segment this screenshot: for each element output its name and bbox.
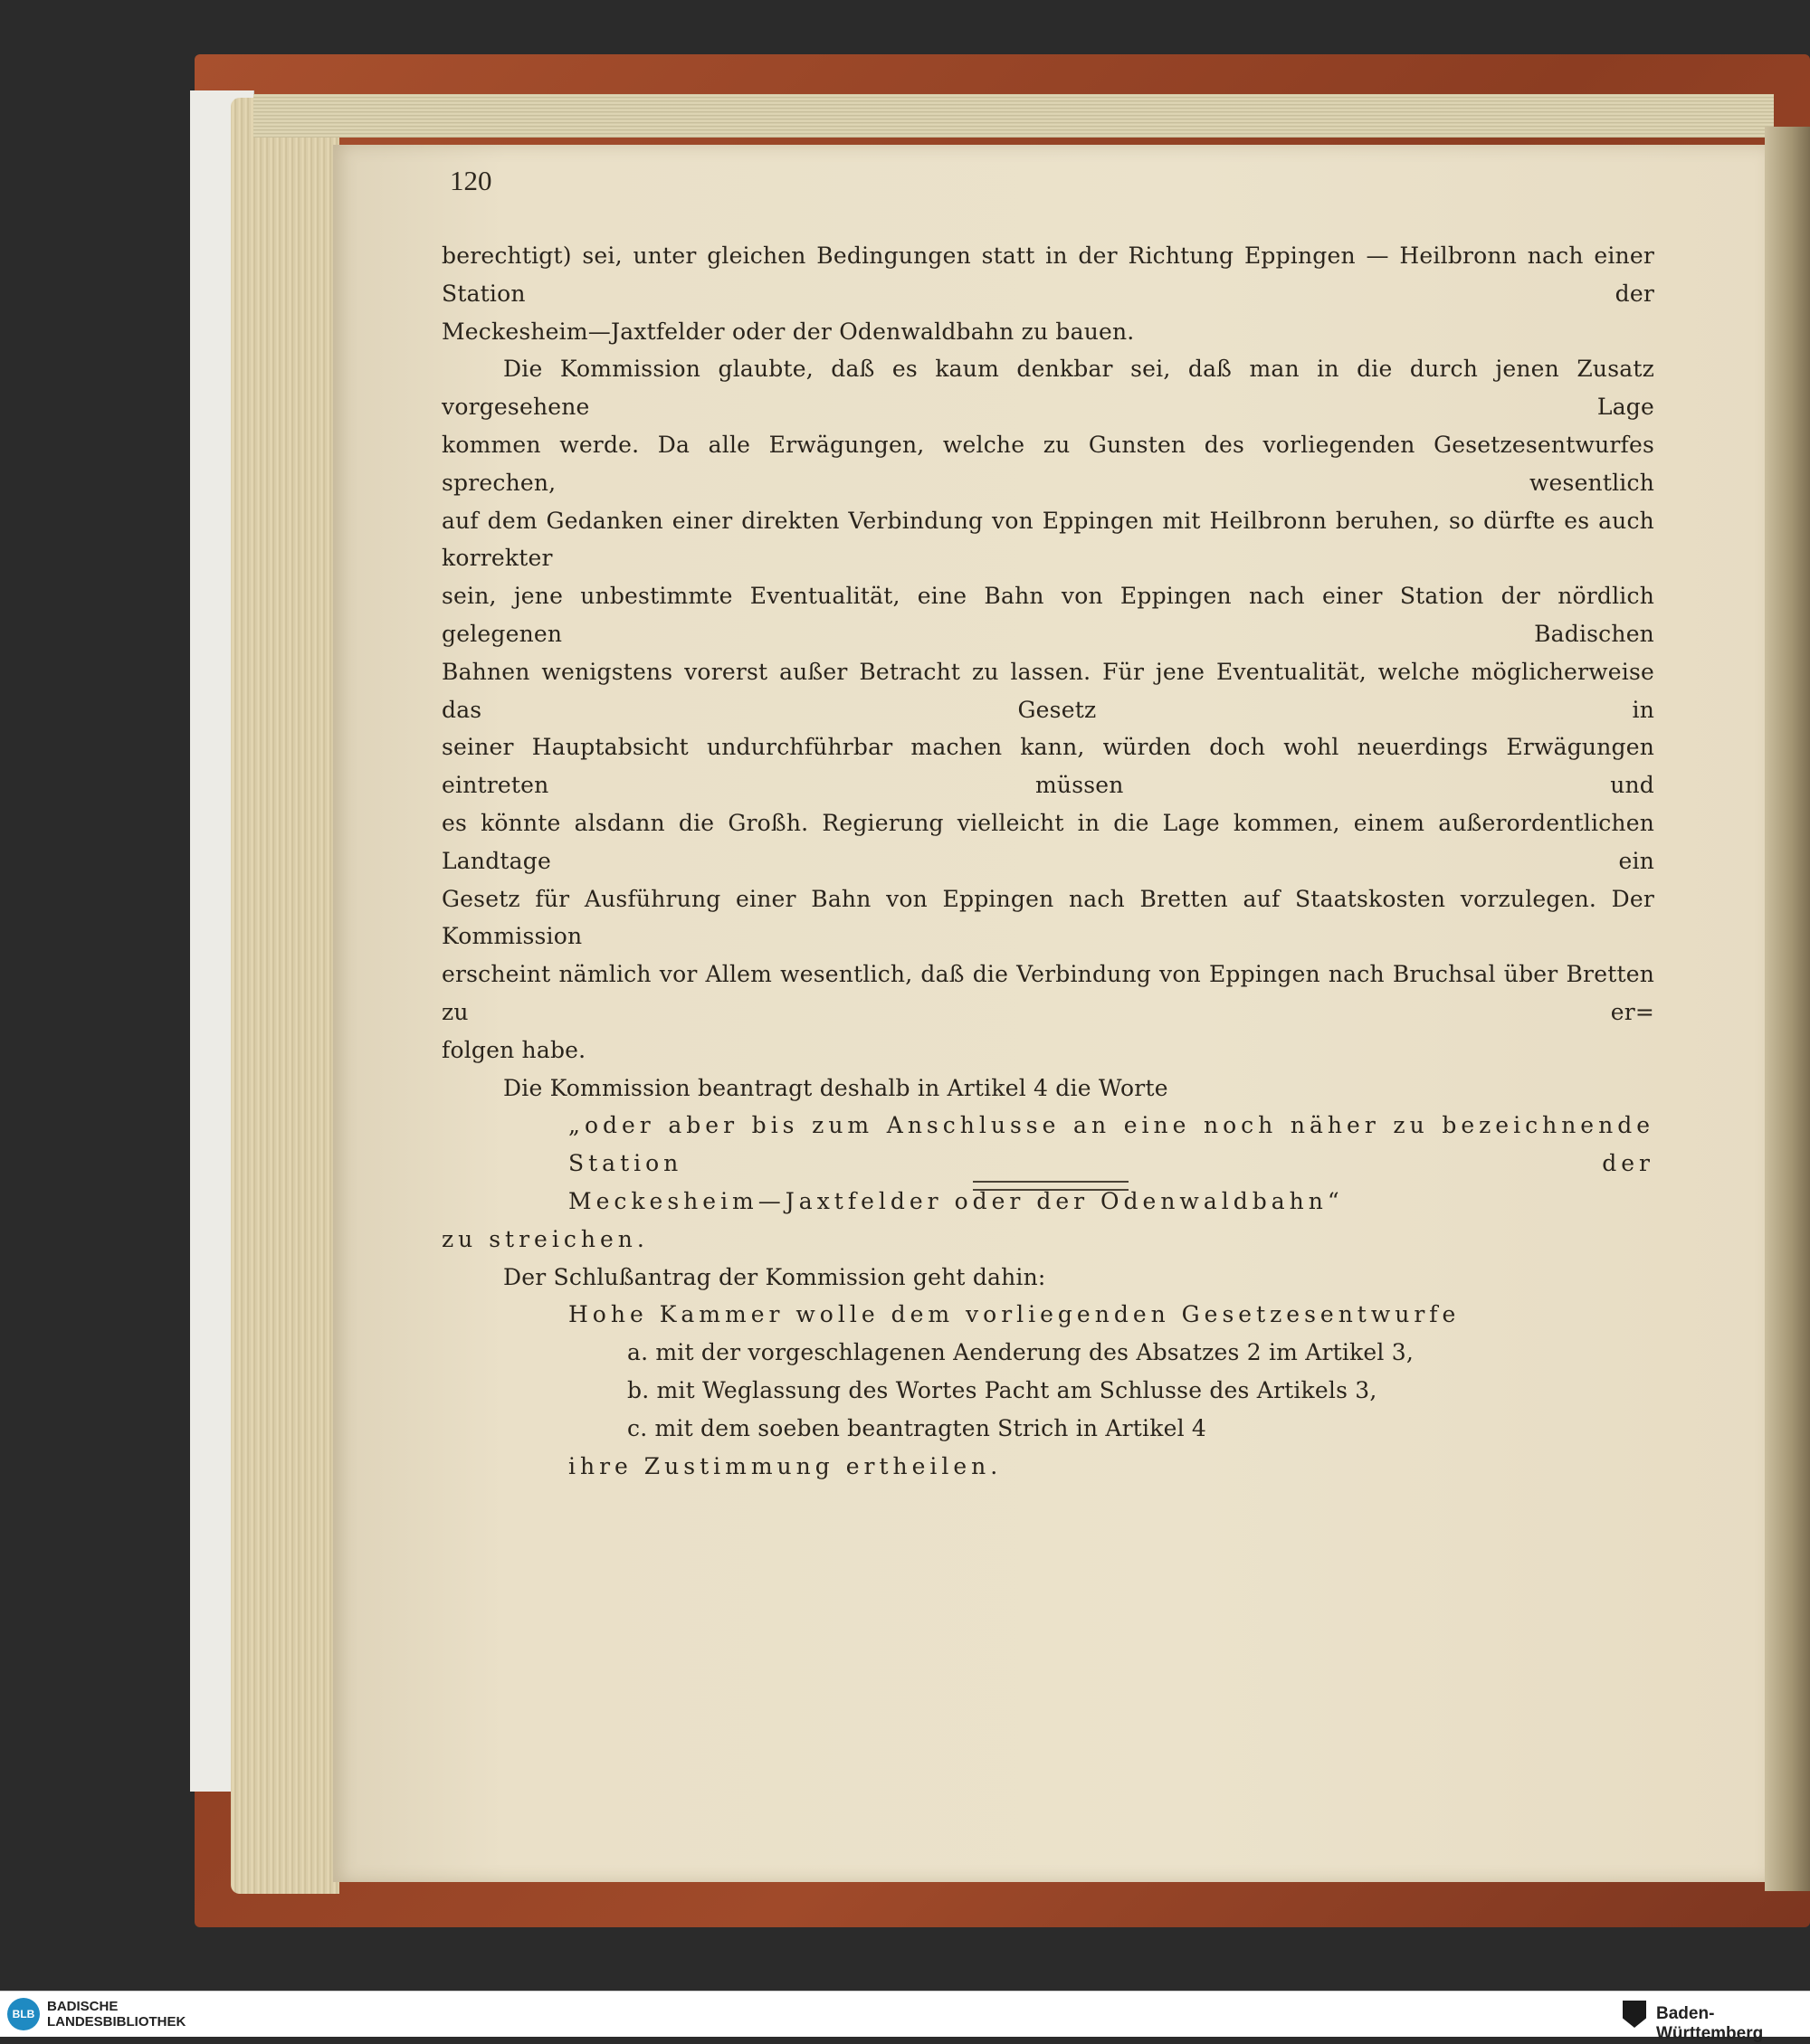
text-line: seiner Hauptabsicht undurchführbar machen kann, würden doch wohl neuerdings Erwägungen eintreten müssen und <box>442 734 1654 799</box>
motion-item: c. mit dem soeben beantragten Strich in Artikel 4 <box>627 1414 1207 1441</box>
quoted-line: Meckesheim—Jaxtfelder oder der Odenwaldbahn“ <box>568 1187 1344 1214</box>
bw-coat-of-arms-icon <box>1623 2001 1646 2028</box>
page-number: 120 <box>450 165 492 196</box>
text-line: Gesetz für Ausführung einer Bahn von Eppingen nach Bretten auf Staatskosten vorzulegen. Der Kommission <box>442 885 1654 950</box>
text-line: erscheint nämlich vor Allem wesentlich, daß die Verbindung von Eppingen nach Bruchsal über Bretten zu er= <box>442 961 1654 1025</box>
text-line: kommen werde. Da alle Erwägungen, welche zu Gunsten des vorliegenden Gesetzesentwurfes sprechen, wesentlich <box>442 431 1654 496</box>
page-edges <box>231 98 339 1894</box>
blb-logo-icon: BLB <box>7 1998 40 2030</box>
text-line: Bahnen wenigstens vorerst außer Betracht zu lassen. Für jene Eventualität, welche möglicherweise das Gesetz in <box>442 658 1654 723</box>
page-body <box>442 237 1654 1485</box>
text-line: berechtigt) sei, unter gleichen Bedingungen statt in der Richtung Eppingen — Heilbronn nach einer Station der <box>442 242 1654 307</box>
book-gutter <box>1765 127 1810 1891</box>
library-name-line1: BADISCHE <box>47 1999 119 2014</box>
footer-bar <box>0 1991 1810 2043</box>
text-line: Die Kommission beantragt deshalb in Artikel 4 die Worte <box>503 1074 1168 1101</box>
section-divider <box>973 1181 1129 1191</box>
motion-item: b. mit Weglassung des Wortes Pacht am Schlusse des Artikels 3, <box>627 1376 1377 1403</box>
text-line: zu streichen. <box>442 1225 649 1252</box>
motion-line: Hohe Kammer wolle dem vorliegenden Gesetzesentwurfe <box>568 1301 1461 1328</box>
state-name: Baden-Württemberg <box>1656 2004 1764 2043</box>
text-line: es könnte alsdann die Großh. Regierung vielleicht in die Lage kommen, einem außerordentlichen Landtage ein <box>442 809 1654 874</box>
library-name <box>47 1999 186 2030</box>
text-line: folgen habe. <box>442 1036 586 1063</box>
library-name-line2: LANDESBIBLIOTHEK <box>47 2014 186 2030</box>
text-line: auf dem Gedanken einer direkten Verbindung von Eppingen mit Heilbronn beruhen, so dürfte es auch korrekter <box>442 507 1654 572</box>
quoted-line: „oder aber bis zum Anschlusse an eine noch näher zu bezeichnende Station der <box>568 1112 1654 1177</box>
text-line: Meckesheim—Jaxtfelder oder der Odenwaldbahn zu bauen. <box>442 318 1135 345</box>
motion-item: a. mit der vorgeschlagenen Aenderung des Absatzes 2 im Artikel 3, <box>627 1339 1414 1366</box>
motion-line: ihre Zustimmung ertheilen. <box>568 1452 1003 1479</box>
text-line: Die Kommission glaubte, daß es kaum denkbar sei, daß man in die durch jenen Zusatz vorgesehene Lage <box>442 356 1654 421</box>
text-line: sein, jene unbestimmte Eventualität, eine Bahn von Eppingen nach einer Station der nördlich gelegenen Badischen <box>442 583 1654 647</box>
page-top-edges <box>253 94 1774 138</box>
text-line: Der Schlußantrag der Kommission geht dahin: <box>503 1263 1046 1290</box>
